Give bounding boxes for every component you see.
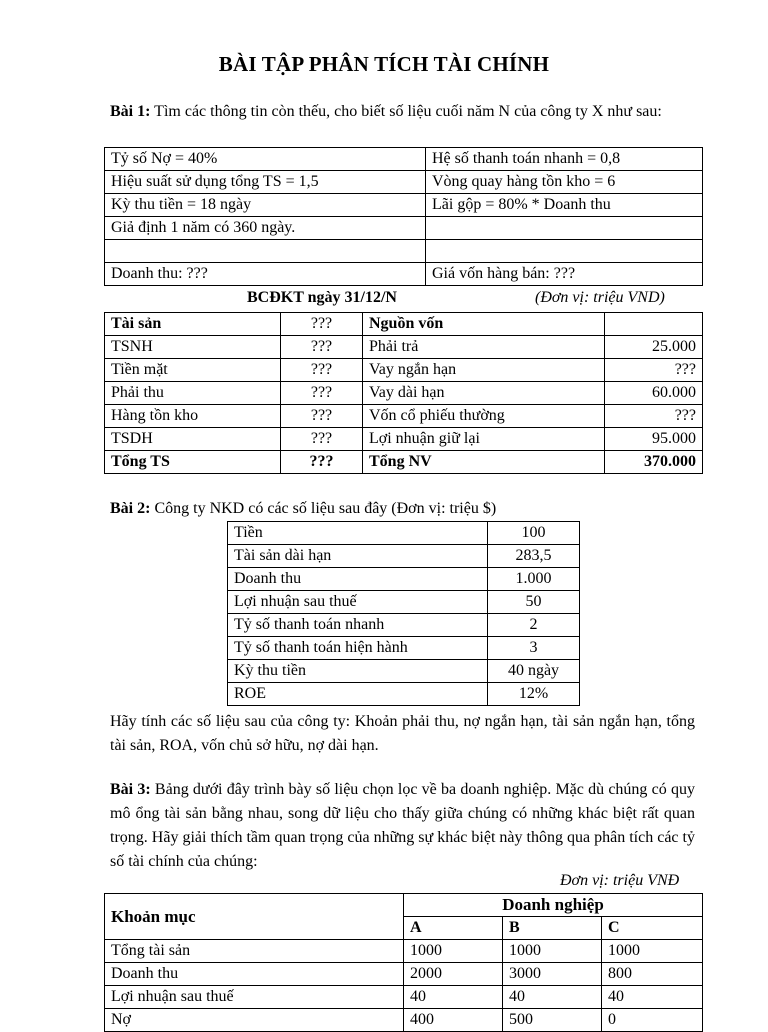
table-row	[228, 591, 580, 614]
bs-cell: ???	[605, 359, 703, 382]
info-cell: Tỷ số Nợ = 40%	[105, 148, 426, 171]
bs-cell: Tài sản	[105, 313, 281, 336]
bai3-table	[104, 893, 703, 1032]
bs-cell: Lợi nhuận giữ lại	[363, 428, 605, 451]
bai1-text: Tìm các thông tin còn thếu, cho biết số liệu cuối năm N của công ty X như sau:	[154, 103, 662, 120]
bai2-cell: 3	[488, 637, 580, 660]
bs-total-cell: 370.000	[605, 451, 703, 474]
table-row	[105, 336, 703, 359]
bai2-cell: 283,5	[488, 545, 580, 568]
bs-cell: 25.000	[605, 336, 703, 359]
table-row	[105, 451, 703, 474]
table-row	[105, 217, 703, 240]
bs-cell: Vay dài hạn	[363, 382, 605, 405]
info-cell	[426, 240, 703, 263]
bai2-cell: 100	[488, 522, 580, 545]
bai3-cell: 40	[503, 986, 602, 1009]
table-row	[105, 382, 703, 405]
bai3-intro	[110, 778, 695, 874]
table-row	[105, 263, 703, 286]
table-row	[105, 194, 703, 217]
table-row	[105, 1009, 703, 1032]
bai1-info-table	[104, 147, 703, 286]
info-cell	[105, 240, 426, 263]
bai3-cell: 0	[602, 1009, 703, 1032]
bai3-label: Bài 3:	[110, 781, 151, 798]
bai2-intro	[110, 497, 690, 521]
info-cell: Vòng quay hàng tồn kho = 6	[426, 171, 703, 194]
bs-cell: 60.000	[605, 382, 703, 405]
bai2-cell: 50	[488, 591, 580, 614]
bai2-cell: 40 ngày	[488, 660, 580, 683]
table-row	[105, 359, 703, 382]
table-row	[105, 405, 703, 428]
bs-cell: 95.000	[605, 428, 703, 451]
table-row	[105, 240, 703, 263]
bai3-text: Bảng dưới đây trình bày số liệu chọn lọc về ba doanh nghiệp. Mặc dù chúng có quy mô ổng tài sản bằng nhau, song dữ liệu cho thấy giữa chúng có những khác biệt rất quan trọng. Hãy giải thích tầm quan trọng của những sự khác biệt này thông qua phân tích các tỷ số tài chính của chúng:	[110, 781, 696, 870]
table-row	[105, 428, 703, 451]
bai1-label: Bài 1:	[110, 103, 151, 120]
bai3-cell: 2000	[404, 963, 503, 986]
bai2-cell: 2	[488, 614, 580, 637]
bai2-cell: Tỷ số thanh toán nhanh	[228, 614, 488, 637]
bai2-text: Công ty NKD có các số liệu sau đây (Đơn vị: triệu $)	[154, 500, 497, 517]
bai3-cell: 1000	[503, 940, 602, 963]
bai3-cell: 3000	[503, 963, 602, 986]
bs-title: BCĐKT ngày 31/12/N	[247, 289, 397, 306]
bai2-label: Bài 2:	[110, 500, 151, 517]
bai2-cell: ROE	[228, 683, 488, 706]
table-row	[228, 522, 580, 545]
header-col-cell: A	[404, 917, 503, 940]
bai2-question: Hãy tính các số liệu sau của công ty: Khoản phải thu, nợ ngắn hạn, tài sản ngắn hạn, tổng tài sản, ROA, vốn chủ sở hữu, nợ dài hạn.	[110, 713, 695, 754]
table-row	[228, 637, 580, 660]
bs-cell: ???	[281, 313, 363, 336]
bai3-cell: Nợ	[105, 1009, 404, 1032]
bai3-cell: 40	[404, 986, 503, 1009]
bai2-cell: Kỳ thu tiền	[228, 660, 488, 683]
bs-cell: Vay ngắn hạn	[363, 359, 605, 382]
bs-cell: ???	[605, 405, 703, 428]
info-cell	[426, 217, 703, 240]
header-group-cell: Doanh nghiệp	[404, 894, 703, 917]
bs-cell: TSNH	[105, 336, 281, 359]
info-cell: Lãi gộp = 80% * Doanh thu	[426, 194, 703, 217]
table-row	[228, 568, 580, 591]
info-cell: Giá vốn hàng bán: ???	[426, 263, 703, 286]
bai3-cell: 1000	[602, 940, 703, 963]
header-col-cell: B	[503, 917, 602, 940]
header-item-cell: Khoản mục	[105, 894, 404, 940]
bs-cell: ???	[281, 382, 363, 405]
table-row	[105, 986, 703, 1009]
info-cell: Giả định 1 năm có 360 ngày.	[105, 217, 426, 240]
bs-cell: Tiền mặt	[105, 359, 281, 382]
bs-cell: Hàng tồn kho	[105, 405, 281, 428]
bai3-cell: 800	[602, 963, 703, 986]
page-title: BÀI TẬP PHÂN TÍCH TÀI CHÍNH	[218, 52, 550, 76]
bai2-cell: Tỷ số thanh toán hiện hành	[228, 637, 488, 660]
info-cell: Kỳ thu tiền = 18 ngày	[105, 194, 426, 217]
bai2-cell: 1.000	[488, 568, 580, 591]
bai2-cell: Tiền	[228, 522, 488, 545]
bai3-cell: 400	[404, 1009, 503, 1032]
table-row	[105, 313, 703, 336]
bai2-cell: Lợi nhuận sau thuế	[228, 591, 488, 614]
bs-total-cell: ???	[281, 451, 363, 474]
bai3-cell: 40	[602, 986, 703, 1009]
bs-total-cell: Tổng NV	[363, 451, 605, 474]
table-row	[105, 148, 703, 171]
bai3-cell: Lợi nhuận sau thuế	[105, 986, 404, 1009]
bs-cell: Phải thu	[105, 382, 281, 405]
bs-cell: Phải trả	[363, 336, 605, 359]
bs-cell: Nguồn vốn	[363, 313, 605, 336]
table-row	[105, 171, 703, 194]
bai3-cell: 500	[503, 1009, 602, 1032]
bs-cell: TSDH	[105, 428, 281, 451]
bai2-cell: Doanh thu	[228, 568, 488, 591]
bs-total-cell: Tổng TS	[105, 451, 281, 474]
bs-cell: ???	[281, 359, 363, 382]
info-cell: Hiệu suất sử dụng tổng TS = 1,5	[105, 171, 426, 194]
bai1-intro	[110, 100, 690, 124]
header-col-cell: C	[602, 917, 703, 940]
table-row	[228, 614, 580, 637]
bai2-cell: Tài sản dài hạn	[228, 545, 488, 568]
bs-cell: ???	[281, 336, 363, 359]
table-row	[105, 940, 703, 963]
bai3-unit: Đơn vị: triệu VNĐ	[560, 872, 680, 889]
bs-cell: Vốn cổ phiếu thường	[363, 405, 605, 428]
bai3-cell: 1000	[404, 940, 503, 963]
table-row	[105, 963, 703, 986]
table-row	[105, 894, 703, 917]
bs-cell: ???	[281, 428, 363, 451]
bai2-table	[227, 521, 580, 706]
bai3-cell: Tổng tài sản	[105, 940, 404, 963]
bs-unit: (Đơn vị: triệu VND)	[535, 289, 665, 306]
balance-sheet-table	[104, 312, 703, 474]
table-row	[228, 683, 580, 706]
info-cell: Doanh thu: ???	[105, 263, 426, 286]
bs-cell	[605, 313, 703, 336]
bai3-cell: Doanh thu	[105, 963, 404, 986]
bai2-cell: 12%	[488, 683, 580, 706]
bs-cell: ???	[281, 405, 363, 428]
info-cell: Hệ số thanh toán nhanh = 0,8	[426, 148, 703, 171]
table-row	[228, 660, 580, 683]
table-row	[228, 545, 580, 568]
